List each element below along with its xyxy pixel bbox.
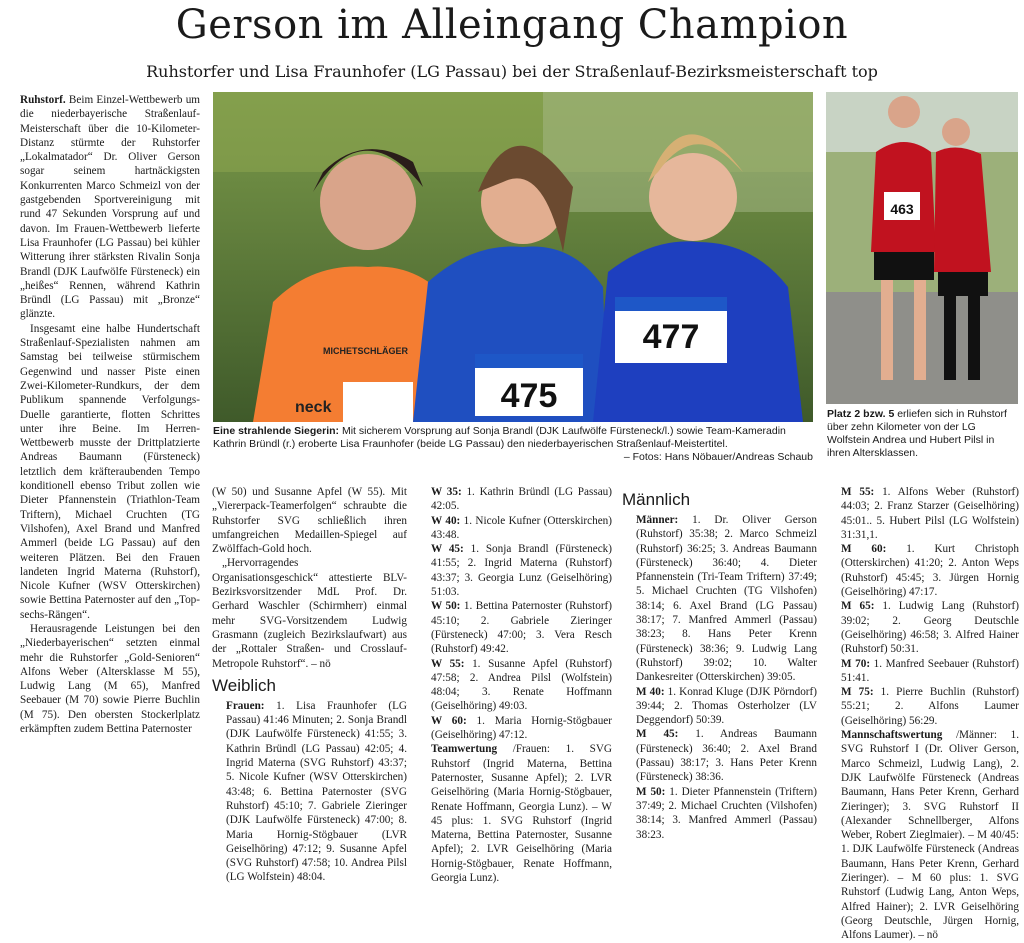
side-caption-bold: Platz 2 bzw. 5	[827, 408, 895, 420]
subheadline: Ruhstorfer und Lisa Fraunhofer (LG Passau) bei der Straßenlauf-Bezirksmeisterschaft top	[146, 62, 878, 81]
result-entry	[622, 727, 817, 784]
result-label: M 50:	[636, 785, 666, 798]
maennlich-results-continued	[827, 485, 1019, 943]
result-label: M 40:	[636, 685, 665, 698]
bib-477: 477	[642, 318, 700, 356]
result-label: M 45:	[636, 728, 679, 741]
results-column-4	[622, 485, 817, 841]
result-entry	[417, 714, 612, 743]
result-label: W 60:	[431, 714, 467, 727]
article-paragraph-3b: (W 50) und Susanne Apfel (W 55). Mit „Viererpack-Teamerfolgen“ schraubte die Ruhstorfer SVG schließlich ihren umfangreichen Medaillen-Spiegel auf Zwölffach-Gold hoch.	[212, 486, 407, 556]
article-paragraph-2: Insgesamt eine halbe Hundertschaft Straßenlauf-Spezialisten nahmen am Samstag bei teilweise stürmischem Gegenwind und nasser Piste einen Zwei-Kilometer-Rundkurs, der dem Publikum spannende Verfolgungs-Duelle garantierte, flotten Schrittes unter ihre Beine. Im Herren-Wettbewerb musste der Drittplatzierte Andreas Baumann (Fürsteneck) letztlich dem kräfteraubenden Tempo konditionell ebenso Tribut zollen wie Dieter Pfannenstein (Triathlon-Team Triftern), Michael Cruchten (TG Vilshofen), Axel Brand und Manfred Ammerl (beide LG Passau) auf den weiteren Plätzen. Bei den Frauen landeten Ingrid Materna (Ruhstorf), Nicole Kufner (WSV Otterskirchen) sowie Bettina Paternoster auf den „Top-sechs-Rängen“.	[20, 322, 200, 621]
result-entry	[827, 485, 1019, 542]
maennlich-heading: Männlich	[622, 490, 691, 509]
result-entry	[417, 485, 612, 514]
result-text: 1. Susanne Apfel (Ruhstorf) 47:58; 2. Andrea Pilsl (Wolfstein) 48:04; 3. Renate Hoffmann (Geiselhöring) 49:03.	[431, 657, 613, 713]
article-column-1	[20, 93, 200, 828]
photo-credit: – Fotos: Hans Nöbauer/Andreas Schaub	[623, 451, 813, 463]
result-label: W 45:	[431, 543, 464, 556]
pilsl-photo-illustration	[826, 92, 1018, 404]
result-text: 1. Bettina Paternoster (Ruhstorf) 45:10; 2. Gabriele Zieringer (Fürsteneck) 47:00; 3. Vera Resch (Ruhstorf) 49:42.	[431, 600, 612, 656]
result-text: 1. Maria Hornig-Stögbauer (Geiselhöring) 47:12.	[431, 714, 612, 742]
result-text: /Frauen: 1. SVG Ruhstorf (Ingrid Materna, Bettina Paternoster, Susanne Apfel); 2. LVR Geiselhöring (Maria Hornig-Stögbauer, Renate Hoffmann, Georgia Lunz). – W 45 plus: 1. SVG Ruhstorf (Ingrid Materna, Bettina Paternoster, Susanne Apfel); 2. LVR Geiselhöring (Maria Hornig-Stögbauer, Renate Hoffmann, Georgia Lunz).	[431, 743, 612, 885]
result-label: M 60:	[841, 543, 887, 556]
result-label: Mannschaftswertung	[841, 729, 943, 742]
result-entry	[827, 657, 1019, 686]
result-text: 1. Konrad Kluge (DJK Pörndorf) 39:44; 2. Thomas Osterholzer (LV Deggendorf) 50:39.	[636, 685, 817, 727]
result-text: 1. Andreas Baumann (Fürsteneck) 36:40; 2. Axel Brand (Passau) 38:17; 3. Hans Peter Krenn (Fürsteneck) 38:36.	[636, 728, 817, 784]
bib-475: 475	[500, 377, 558, 415]
result-entry	[827, 542, 1019, 599]
side-photo	[826, 92, 1018, 404]
result-label: Männer:	[636, 514, 679, 526]
article-paragraph-4: „Hervorragendes Organisationsgeschick“ attestierte BLV-Bezirksvorsitzender MdL Prof. Dr. Gerhard Waschler (Schirmherr) einmal mehr SVG-Vorsitzendem Ludwig Grasmann (zugleich Bezirkslaufwart) aus der „Rottaler Straßen- und Crosslauf-Metropole Ruhstorf“. – nö	[212, 557, 407, 670]
dateline: Ruhstorf.	[20, 94, 66, 106]
side-caption-text: erliefen sich in Ruhstorf über zehn Kilometer von der LG Wolfstein Andrea und Hubert Pilsl in ihren Altersklassen.	[827, 408, 1007, 459]
result-entry	[417, 742, 612, 885]
result-text: 1. Ludwig Lang (Ruhstorf) 39:02; 2. Georg Deutschle (Geiselhöring) 46:58; 3. Alfred Hainer (Ruhstorf) 50:31.	[841, 600, 1019, 656]
shirt-sponsor: MICHETSCHLÄGER	[323, 346, 408, 356]
result-entry	[622, 513, 817, 685]
results-column-3	[417, 485, 613, 885]
result-entry	[827, 728, 1019, 942]
weiblich-results-continued	[417, 485, 612, 885]
result-label: M 65:	[841, 600, 875, 613]
result-entry	[827, 599, 1019, 656]
result-label: W 35:	[431, 486, 462, 498]
result-text: 1. Pierre Buchlin (Ruhstorf) 55:21; 2. Alfons Laumer (Geiselhöring) 56:29.	[841, 686, 1019, 727]
result-text: 1. Sonja Brandl (Fürsteneck) 41:55; 2. Ingrid Materna (Ruhstorf) 43:37; 3. Georgia Lunz (Geiselhöring) 51:03.	[431, 543, 612, 599]
result-entry	[417, 514, 612, 543]
result-label: M 70:	[841, 657, 871, 670]
result-entry	[622, 685, 817, 728]
result-label: W 50:	[431, 600, 461, 613]
result-entry	[417, 542, 612, 599]
headline: Gerson im Alleingang Champion	[175, 2, 849, 48]
result-label: W 40:	[431, 514, 461, 527]
side-photo-caption	[827, 408, 1019, 460]
result-label: Teamwertung	[431, 743, 498, 756]
result-text: 1. Kathrin Bründl (LG Passau) 42:05.	[431, 486, 612, 513]
caption-bold: Eine strahlende Siegerin:	[213, 425, 340, 437]
result-entry	[827, 685, 1019, 728]
result-text: 1. Lisa Fraunhofer (LG Passau) 41:46 Minuten; 2. Sonja Brandl (DJK Laufwölfe Fürsteneck) 41:55; 3. Kathrin Bründl (LG Passau) 42:05; 4. Ingrid Materna (SVG Ruhstorf) 43:37; 5. Nicole Kufner (WSV Otterskirchen) 43:48; 6. Bettina Paternoster (SVG Ruhstorf) 45:10; 7. Gabriele Zieringer (DJK Laufwölfe Fürsteneck) 47:00; 8. Maria Hornig-Stögbauer (LVR Geiselhöring) 47:12; 9. Susanne Apfel (SVG Ruhstorf) 47:58; 10. Andrea Pilsl (LG Wolfstein) 48:04.	[226, 699, 407, 884]
result-entry	[417, 599, 612, 656]
article-column-2	[212, 485, 407, 884]
result-text: 1. Dr. Oliver Gerson (Ruhstorf) 35:38; 2. Marco Schmeizl (Ruhstorf) 36:25; 3. Andreas Baumann (Fürsteneck) 36:40; 4. Dieter Pfannenstein (Tri-Team Triftern) 37:49; 5. Michael Cruchten (TG Vilshofen) 38:14; 6. Axel Brand (LG Passau) 38:17; 7. Manfred Ammerl (Passau) 38:23; 8. Hans Peter Krenn (Fürsteneck) 38:36; 9. Ludwig Lang (Ruhstorf) 39:02; 10. Walter Dankesreiter (Otterskirchen) 39:05.	[636, 514, 817, 684]
result-text: /Männer: 1. SVG Ruhstorf I (Dr. Oliver Gerson, Marco Schmeizl, Ludwig Lang), 2. DJK Laufwölfe Fürsteneck (Andreas Baumann, Hans Peter Krenn, Gerhard Zieringer); 3. SVG Ruhstorf II (Alexander Schnellberger, Alfons Weber, Robert Zieglmaier). – M 40/45: 1. DJK Laufwölfe Fürsteneck (Andreas Baumann, Hans Peter Krenn, Gerhard Zieringer). – M 60 plus: 1. SVG Ruhstorf (Ludwig Lang, Anton Weps, Alfred Hainer); 2. LVR Geiselhöring (Georg Deutschle, Jürgen Hornig, Alfons Laumer). – nö	[841, 729, 1019, 942]
result-label: Frauen:	[226, 699, 265, 712]
result-label: M 75:	[841, 686, 874, 699]
result-text: 1. Dieter Pfannenstein (Triftern) 37:49; 2. Michael Cruchten (Vilshofen) 38:14; 3. Manfred Ammerl (Passau) 38:23.	[636, 785, 817, 841]
main-photo-caption	[213, 425, 813, 464]
result-label: W 55:	[431, 657, 465, 670]
result-entry	[622, 785, 817, 842]
result-text: 1. Manfred Seebauer (Ruhstorf) 51:41.	[841, 657, 1019, 684]
article-paragraph-3: Herausragende Leistungen bei den „Niederbayerischen“ setzten einmal mehr die Ruhstorfer „Gold-Senioren“ Alfons Weber (Altersklasse M 55), Ludwig Lang (M 65), Manfred Seebauer (M 70) sowie Pierre Buchlin (M 75). Den obersten Stockerlplatz erkämpften zudem Bettina Paternoster	[20, 622, 200, 736]
result-entry	[417, 657, 612, 714]
caption-text: Mit sicherem Vorsprung auf Sonja Brandl (DJK Laufwölfe Fürsteneck/l.) sowie Team-Kameradin Kathrin Bründl (r.) eroberte Lisa Fraunhofer (beide LG Passau) den niederbayerischen Straßenlauf-Meistertitel.	[213, 425, 786, 450]
result-entry	[212, 699, 407, 885]
shirt-text-neck: neck	[295, 399, 332, 416]
main-photo	[213, 92, 813, 422]
maennlich-results	[622, 513, 817, 842]
results-column-5	[827, 485, 1020, 942]
weiblich-heading: Weiblich	[212, 675, 276, 695]
bib-463: 463	[890, 201, 914, 217]
result-text: 1. Kurt Christoph (Otterskirchen) 41:20; 2. Anton Weps (Ruhstorf) 45:45; 3. Jürgen Hornig (Geiselhöring) 47:17.	[841, 543, 1019, 599]
runners-photo-illustration	[213, 92, 813, 422]
result-text: 1. Alfons Weber (Ruhstorf) 44:03; 2. Franz Starzer (Geiselhöring) 45:01.. 5. Hubert Pilsl (LG Wolfstein) 31:31,1.	[841, 486, 1020, 541]
result-text: 1. Nicole Kufner (Otterskirchen) 43:48.	[431, 514, 613, 541]
result-label: M 55:	[841, 486, 875, 498]
article-paragraph-1: Beim Einzel-Wettbewerb um die niederbayerische Straßenlauf-Meisterschaft über die 10-Kilometer-Distanz stürmte der Ruhstorfer „Lokalmatador“ Dr. Oliver Gerson sogar seinem hartnäckigsten Konkurrenten Marco Schmeizl von der gastgebenden Sportvereinigung mit rund 47 Sekunden Vorsprung auf und davon. Im Frauen-Wettbewerb lieferte Lisa Fraunhofer (LG Passau) bei kühler Witterung ihrer stärksten Rivalin Sonja Brandl (DJK Laufwölfe Fürsteneck) ein „heißes“ Rennen, während Kathrin Bründl (LG Passau) mit „Bronze“ glänzte.	[20, 94, 200, 321]
weiblich-results	[212, 699, 407, 885]
